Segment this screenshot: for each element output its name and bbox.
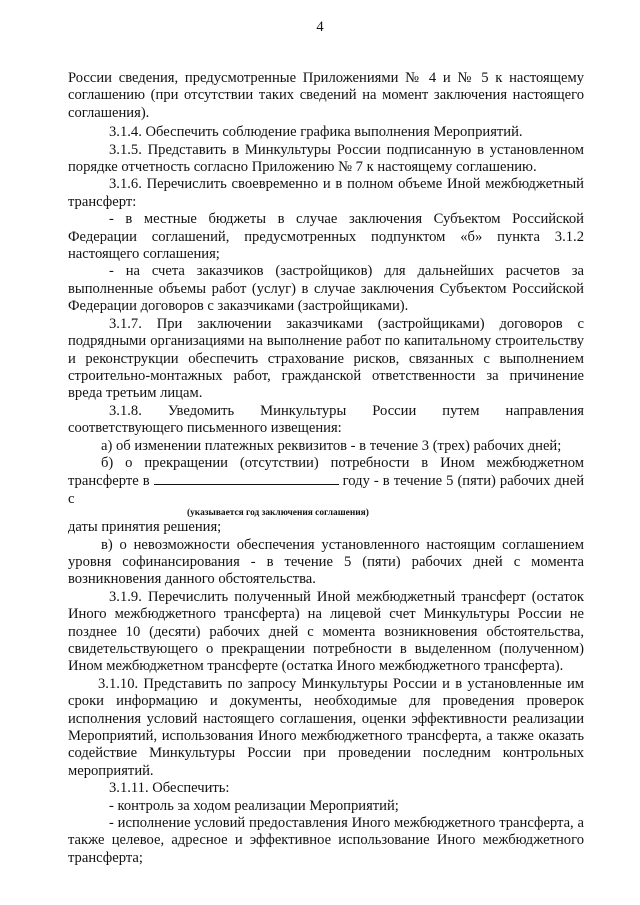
document-body	[68, 70, 584, 867]
paragraph-3-1-11-item-1: - контроль за ходом реализации Мероприятий;	[109, 797, 399, 814]
paragraph-3-1-6-item-a: - в местные бюджеты в случае заключения Субъектом Российской Федерации соглашений, предусмотренных подпунктом «б» пункта 3.1.2 настоящего соглашения;	[68, 211, 584, 263]
paragraph-3-1-5: 3.1.5. Представить в Минкультуры России подписанную в установленном порядке отчетность согласно Приложению № 7 к настоящему соглашению.	[68, 141, 584, 176]
paragraph-3-1-11-item-2: - исполнение условий предоставления Иного межбюджетного трансферта, а также целевое, адресное и эффективное использование Иного межбюджетного трансферта;	[68, 815, 584, 866]
paragraph-3-1-10: 3.1.10. Представить по запросу Минкультуры России и в установленные им сроки информацию и документы, необходимые для проведения проверок исполнения условий настоящего соглашения, оценки эффективности реализации Мероприятий, использования Иного межбюджетного трансферта, а также оказать содействие Минкультуры России при проведении последним контрольных мероприятий.	[68, 675, 584, 779]
paragraph-3-1-6-item-b: - на счета заказчиков (застройщиков) для дальнейших расчетов за выполненные объемы работ (услуг) в случае заключения Субъектом Российской Федерации договоров с заказчиками (застройщиками).	[68, 263, 584, 315]
item-b-mid: году - в течение 5 (пяти) рабочих дней с	[68, 473, 585, 507]
item-b-start: б) о прекращении (отсутствии) потребности в Ином межбюджетном трансферте в	[68, 454, 584, 490]
paragraph-3-1-8-item-b	[68, 455, 584, 537]
paragraph-3-1-6: 3.1.6. Перечислить своевременно и в полном объеме Иной межбюджетный трансферт:	[68, 176, 584, 210]
page-number: 4	[316, 19, 324, 35]
paragraph-3-1-11: 3.1.11. Обеспечить:	[109, 780, 230, 797]
paragraph-3-1-4: 3.1.4. Обеспечить соблюдение графика выполнения Мероприятий.	[109, 124, 523, 141]
item-b-end: даты принятия решения;	[68, 519, 222, 536]
year-blank-caption: (указывается год заключения соглашения)	[187, 508, 369, 519]
year-blank-line	[154, 472, 339, 485]
paragraph-continuation: России сведения, предусмотренные Приложениями № 4 и № 5 к настоящему соглашению (при отсутствии таких сведений на момент заключения настоящего соглашения).	[68, 70, 584, 121]
paragraph-3-1-8-item-a: а) об изменении платежных реквизитов - в течение 3 (трех) рабочих дней;	[101, 437, 562, 454]
paragraph-3-1-9: 3.1.9. Перечислить полученный Иной межбюджетный трансферт (остаток Иного межбюджетного трансферта) на лицевой счет Минкультуры России не позднее 10 (десяти) рабочих дней с момента возникновения обстоятельства, свидетельствующего о прекращении потребности в выделенном (полученном) Ином межбюджетном трансферте (остатка Иного межбюджетного трансферта).	[68, 588, 584, 675]
paragraph-3-1-7: 3.1.7. При заключении заказчиками (застройщиками) договоров с подрядными организациями на выполнение работ по капитальному строительству и реконструкции обеспечить страхование рисков, связанных с выполнением строительно-монтажных работ, гражданской ответственности за причинение вреда третьим лицам.	[68, 315, 584, 402]
paragraph-3-1-8: 3.1.8. Уведомить Минкультуры России путем направления соответствующего письменного извещения:	[68, 402, 584, 437]
paragraph-3-1-8-item-c: в) о невозможности обеспечения установленного настоящим соглашением уровня софинансирования - в течение 5 (пяти) рабочих дней с момента возникновения данного обстоятельства.	[68, 536, 584, 588]
